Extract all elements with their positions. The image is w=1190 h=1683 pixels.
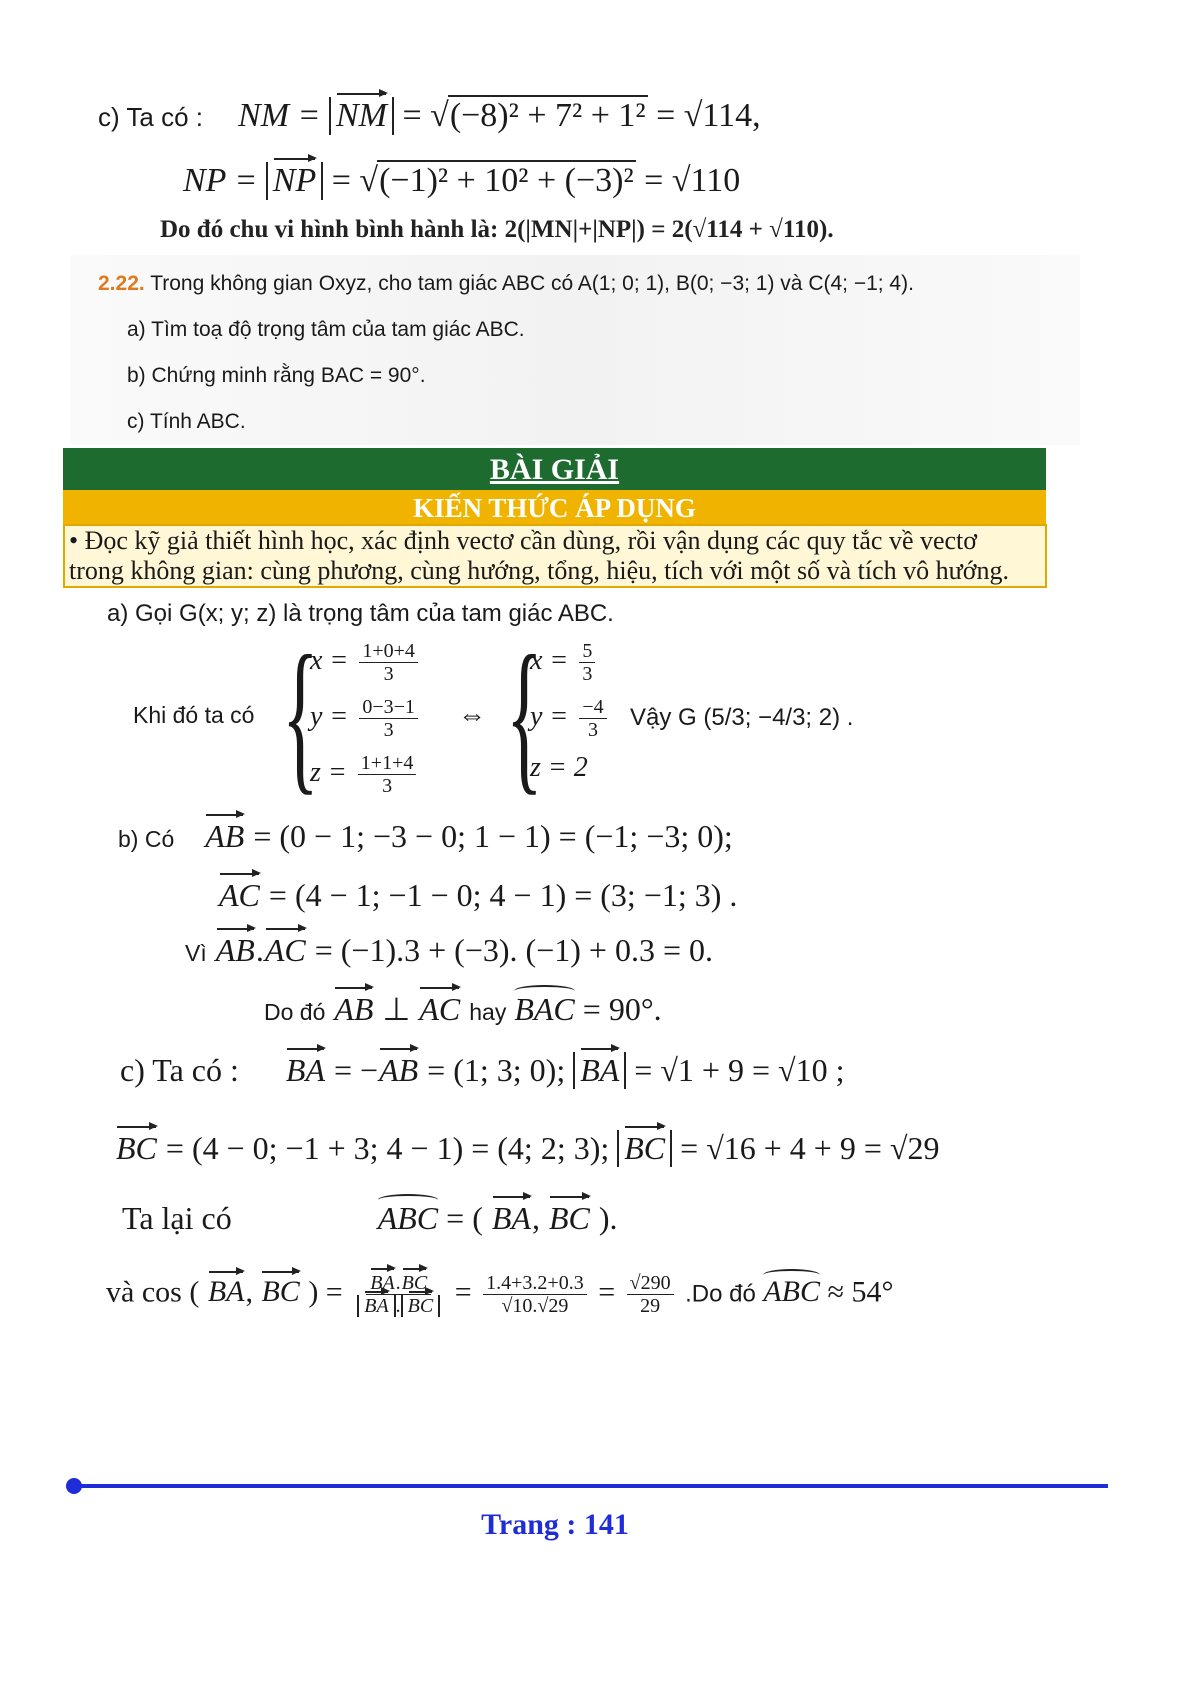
approx-result: ≈ 54° (827, 1275, 894, 1309)
knowledge-line-2: trong không gian: cùng phương, cùng hướng, tổng, hiệu, tích với một số và tích vô hướng. (69, 556, 1010, 585)
ab-expression: = (0 − 1; −3 − 0; 1 − 1) = (−1; −3; 0); (253, 818, 733, 854)
ba-equals: = − (333, 1052, 379, 1088)
part-c-solution-label: c) Ta có : (120, 1052, 239, 1088)
dot-over-lengths-fraction: $\frac{BA.BC}{BA . BC}$ (354, 1272, 443, 1317)
ac-vector-perp: AC (419, 991, 461, 1027)
problem-statement: Trong không gian Oxyz, cho tam giác ABC có A(1; 0; 1), B(0; −3; 1) và C(4; −1; 4). (150, 272, 914, 295)
knowledge-title: KIẾN THỨC ÁP DỤNG (63, 490, 1046, 524)
ba-vector-len: BA (580, 1052, 620, 1088)
perimeter-line: Do đó chu vi hình bình hành là: 2(|MN|+|NP|) = 2(√114 + √110). (160, 216, 834, 243)
vi-label: Vì (185, 940, 207, 966)
ab-line (118, 818, 733, 855)
y-numerator: 0−3−1 (359, 696, 418, 719)
part-a-conclusion: Vậy G (5/3; −4/3; 2) . (630, 704, 854, 731)
solution-title: BÀI GIẢI (63, 448, 1046, 490)
hay-label: hay (469, 999, 507, 1025)
ab-vector-perp: AB (334, 991, 374, 1027)
frac3-denominator: 29 (640, 1295, 661, 1317)
knowledge-line-1: • Đọc kỹ giả thiết hình học, xác định vectơ cần dùng, rồi vận dụng các quy tắc về vectơ (69, 526, 978, 555)
y-value-num: −4 (579, 696, 606, 719)
problem-part-c: c) Tính ABC. (127, 410, 246, 433)
z-denominator: 3 (382, 775, 393, 797)
system-2: x = $\frac{5}{3}$ y = $\frac{-4}{3}$ z = 2 (530, 640, 611, 808)
x-denominator: 3 (383, 663, 394, 685)
nm-result: = √114, (656, 97, 761, 134)
nm-radicand: (−8)² + 7² + 1² (449, 97, 646, 134)
system-1: x = $\frac{1+0+4}{3}$ y = $\frac{0-3-1}{3}$ z = $\frac{1+1+4}{3}$ (310, 640, 422, 808)
va-cos-label: và cos (106, 1275, 182, 1309)
problem-part-a: a) Tìm toạ độ trọng tâm của tam giác ABC. (127, 318, 525, 341)
ba-vector-cos: BA (207, 1275, 245, 1309)
ba-num-vector: BA (370, 1272, 395, 1294)
page-number: Trang : 141 (481, 1508, 629, 1541)
iff-symbol: ⇔ (458, 700, 486, 731)
ab-vector-dot: AB (215, 932, 255, 968)
problem-part-b: b) Chứng minh rằng BAC = 90°. (127, 364, 426, 387)
bc-vector-cos: BC (261, 1275, 300, 1309)
bc-expression: = (4 − 0; −1 + 3; 4 − 1) = (4; 2; 3); (165, 1130, 610, 1166)
ba-vector-angle: BA (491, 1200, 531, 1236)
dot-expression: = (−1).3 + (−3). (−1) + 0.3 = 0. (314, 932, 713, 968)
bc-den-vector: BC (407, 1295, 434, 1317)
dot-line: Vì AB.AC = (−1).3 + (−3). (−1) + 0.3 = 0. (185, 932, 713, 968)
footer-line (72, 1484, 1108, 1488)
problem-number: 2.22. (98, 272, 145, 295)
ba-line (120, 1052, 844, 1089)
z-value: z = 2 (530, 752, 588, 783)
left-brace-1: { (282, 621, 319, 809)
ba-vector: BA (285, 1052, 325, 1088)
np-lhs: NP = (183, 162, 258, 199)
ta-lai-co-label: Ta lại có (122, 1200, 232, 1236)
part-a-intro: a) Gọi G(x; y; z) là trọng tâm của tam giác ABC. (107, 600, 614, 627)
x-value-den: 3 (582, 663, 593, 685)
ab-vector-neg: AB (379, 1052, 419, 1088)
bc-vector-angle: BC (548, 1200, 590, 1236)
do-do-c-label: .Do đó (685, 1280, 756, 1308)
angle-line: Ta lại có ABC = ( BA, BC ). (122, 1200, 618, 1236)
ab-vector: AB (205, 818, 245, 854)
knowledge-box (63, 524, 1047, 588)
z-numerator: 1+1+4 (358, 752, 417, 775)
ac-line (218, 877, 737, 914)
frac2-numerator: 1.4+3.2+0.3 (483, 1272, 587, 1295)
ba-den-vector: BA (364, 1295, 389, 1317)
angle-abc-final: ABC (763, 1275, 821, 1309)
ac-vector: AC (219, 877, 260, 913)
nm-line: c) Ta có : NM = NM = √(−8)² + 7² + 1² = √114, (98, 97, 761, 134)
perp-symbol: ⊥ (382, 991, 411, 1027)
bc-num-vector: BC (401, 1272, 428, 1294)
y-value-den: 3 (587, 719, 598, 741)
ba-result: = (1; 3; 0); (427, 1052, 566, 1088)
nm-lhs: NM = (238, 97, 321, 134)
angle-bac: BAC (514, 991, 575, 1027)
bc-vector: BC (116, 1130, 157, 1166)
angle-result: = 90°. (582, 991, 662, 1027)
perp-line (264, 990, 662, 1028)
frac3-numerator: √290 (627, 1272, 674, 1295)
ba-length: = √1 + 9 = √10 ; (634, 1052, 845, 1088)
np-line: NP = NP = √(−1)² + 10² + (−3)² = √110 (183, 162, 741, 199)
bc-line (115, 1130, 939, 1167)
part-b-label: b) Có (118, 826, 175, 852)
x-value-num: 5 (579, 640, 595, 663)
angle-abc: ABC (377, 1200, 439, 1236)
nm-vector: NM (335, 97, 387, 134)
left-brace-2: { (506, 621, 543, 809)
khi-do-label: Khi đó ta có (133, 702, 255, 728)
np-result: = √110 (644, 162, 741, 199)
np-radicand: (−1)² + 10² + (−3)² (379, 162, 634, 199)
np-vector: NP (272, 162, 317, 199)
ac-expression: = (4 − 1; −1 − 0; 4 − 1) = (3; −1; 3) . (268, 877, 738, 913)
frac2-denominator: √10.√29 (501, 1295, 569, 1317)
part-c-label: c) Ta có : (98, 102, 204, 132)
y-denominator: 3 (383, 719, 394, 741)
footer-dot (66, 1478, 82, 1494)
bc-length: = √16 + 4 + 9 = √29 (680, 1130, 940, 1166)
bc-vector-len: BC (624, 1130, 666, 1166)
cos-line: và cos ( BA, BC ) = $\frac{BA.BC}{BA . BC}$ = $\frac{1.4+3.2+0.3}{√10.√29}$ = $\frac{√290}{29}$ .Do đó ABC ≈ 54° (106, 1272, 894, 1317)
ac-vector-dot: AC (264, 932, 306, 968)
problem-statement-line (98, 272, 914, 296)
x-numerator: 1+0+4 (359, 640, 418, 663)
do-do-label: Do đó (264, 999, 326, 1025)
